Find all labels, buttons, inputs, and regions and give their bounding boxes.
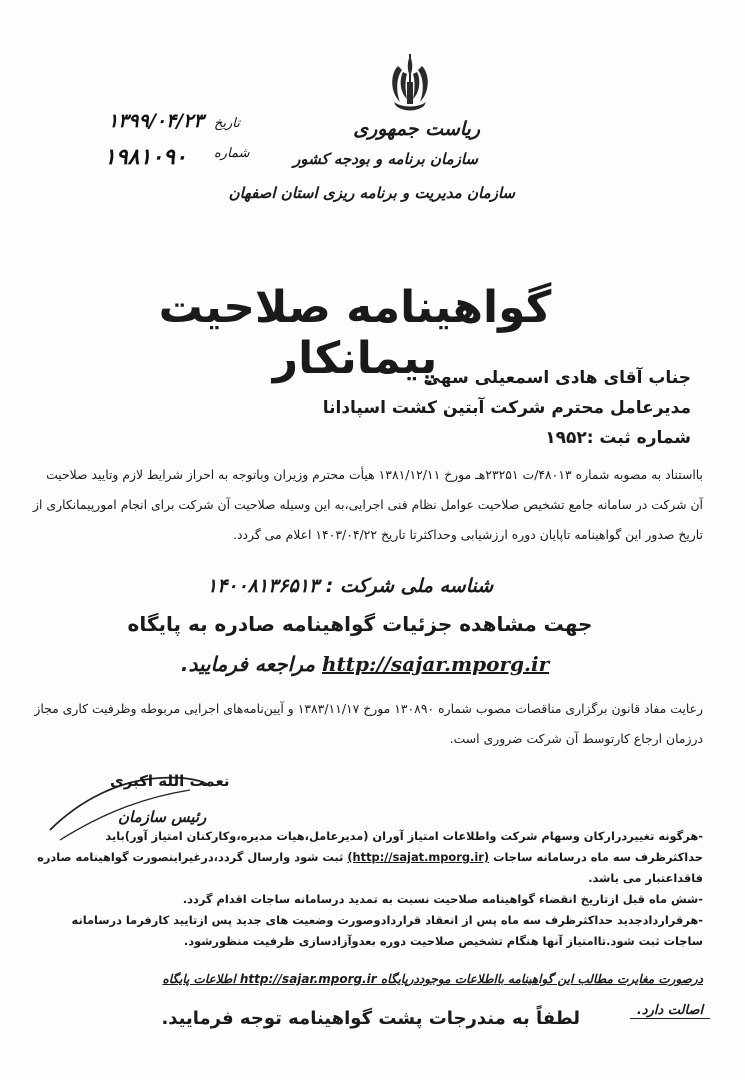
recipient-name: جناب آقای هادی اسمعیلی سهی bbox=[423, 368, 691, 388]
national-emblem-icon bbox=[380, 52, 440, 116]
website-link[interactable]: http://sajar.mporg.ir bbox=[321, 652, 550, 676]
certificate-body-text: بااستناد به مصوبه شماره ۴۸۰۱۳/ت ۲۳۲۵۱هـ مورخ ۱۳۸۱/۱۲/۱۱ هیأت محترم وزیران وباتوجه به احراز شرایط لازم وتایید صلاحیت آن شرکت در سامانه جامع تشخیص صلاحیت عوامل نظام فنی اجرایی،به این وسیله صلاحیت آن شرکت برای انجام امورپیمانکاری از تاریخ صدور این گواهینامه تاپایان دوره ارزشیابی وحداکثرتا تاریخ ۱۴۰۳/۰۴/۲۲ اعلام می گردد. bbox=[33, 467, 703, 542]
view-details-line: جهت مشاهده جزئیات گواهینامه صادره به پایگاه bbox=[127, 612, 593, 636]
national-id-line: شناسه ملی شرکت : ۱۴۰۰۸۱۳۶۵۱۳ bbox=[206, 575, 494, 597]
date-label: تاریخ bbox=[214, 116, 240, 131]
page-title: گواهینامه صلاحیت پیمانکار bbox=[158, 282, 552, 384]
sajat-link[interactable]: (http://sajat.mporg.ir) bbox=[347, 850, 490, 864]
attention-note: لطفاً به مندرجات پشت گواهینامه توجه فرمایید. bbox=[161, 1008, 580, 1029]
number-label: شماره bbox=[214, 146, 250, 161]
note-changes: -هرگونه تغییردرارکان وسهام شرکت واطلاعات امتیاز آوران (مدیرعامل،هیات مدیره،وکارکنان امتیاز آور)باید حداکثرظرف سه ماه درسامانه ساجات (http://sajat.mporg.ir) ثبت شود وارسال گردد،درغیراینصورت گواهینامه صادره فاقداعتبار می باشد. bbox=[37, 829, 703, 885]
note-renewal: -شش ماه قبل ازتاریخ انقضاء گواهینامه صلاحیت نسبت به تمدید درسامانه ساجات اقدام گردد. bbox=[182, 892, 703, 906]
signatory-title: رئیس سازمان bbox=[118, 808, 207, 826]
discrepancy-note: درصورت مغایرت مطالب این گواهینامه بااطلاعات موجوددرپایگاه http://sajar.mporg.ir اطلاعات پایگاه bbox=[162, 972, 703, 986]
tender-law-text: رعایت مفاد قانون برگزاری مناقصات مصوب شماره ۱۳۰۸۹۰ مورخ ۱۳۸۳/۱۱/۱۷ و آیین‌نامه‌های اجرایی مربوطه وظرفیت کاری مجاز درزمان ارجاع کارتوسط آن شرکت ضروری است. bbox=[34, 701, 703, 746]
note-contracts: -هرقراردادجدید حداکثرظرف سه ماه پس از انعقاد قراردادوصورت وضعیت های جدید پس ازتایید کارفرما درسامانه ساجات ثبت شود.تاامتیاز آنها هنگام تشخیص صلاحیت دوره بعدوآزادسازی ظرفیت منظورشود. bbox=[71, 913, 703, 948]
number-value: ۱۹۸۱۰۹۰ bbox=[104, 144, 187, 170]
recipient-position: مدیرعامل محترم شرکت آبتین کشت اسپادانا bbox=[322, 398, 691, 418]
org-line-presidency: ریاست جمهوری bbox=[353, 118, 480, 140]
org-line-isfahan: سازمان مدیریت و برنامه ریزی استان اصفهان bbox=[228, 184, 515, 202]
registration-number: شماره ثبت :۱۹۵۲ bbox=[545, 428, 691, 448]
website-link-line bbox=[160, 652, 570, 676]
org-line-budget: سازمان برنامه و بودجه کشور bbox=[293, 150, 478, 168]
signatory-name: نعمت الله اکبری bbox=[110, 772, 230, 790]
date-value: ۱۳۹۹/۰۴/۲۳ bbox=[108, 110, 204, 132]
authenticity-note: اصالت دارد. bbox=[630, 1003, 710, 1019]
website-link-suffix: مراجعه فرمایید. bbox=[180, 652, 315, 676]
notes-section bbox=[36, 826, 703, 952]
